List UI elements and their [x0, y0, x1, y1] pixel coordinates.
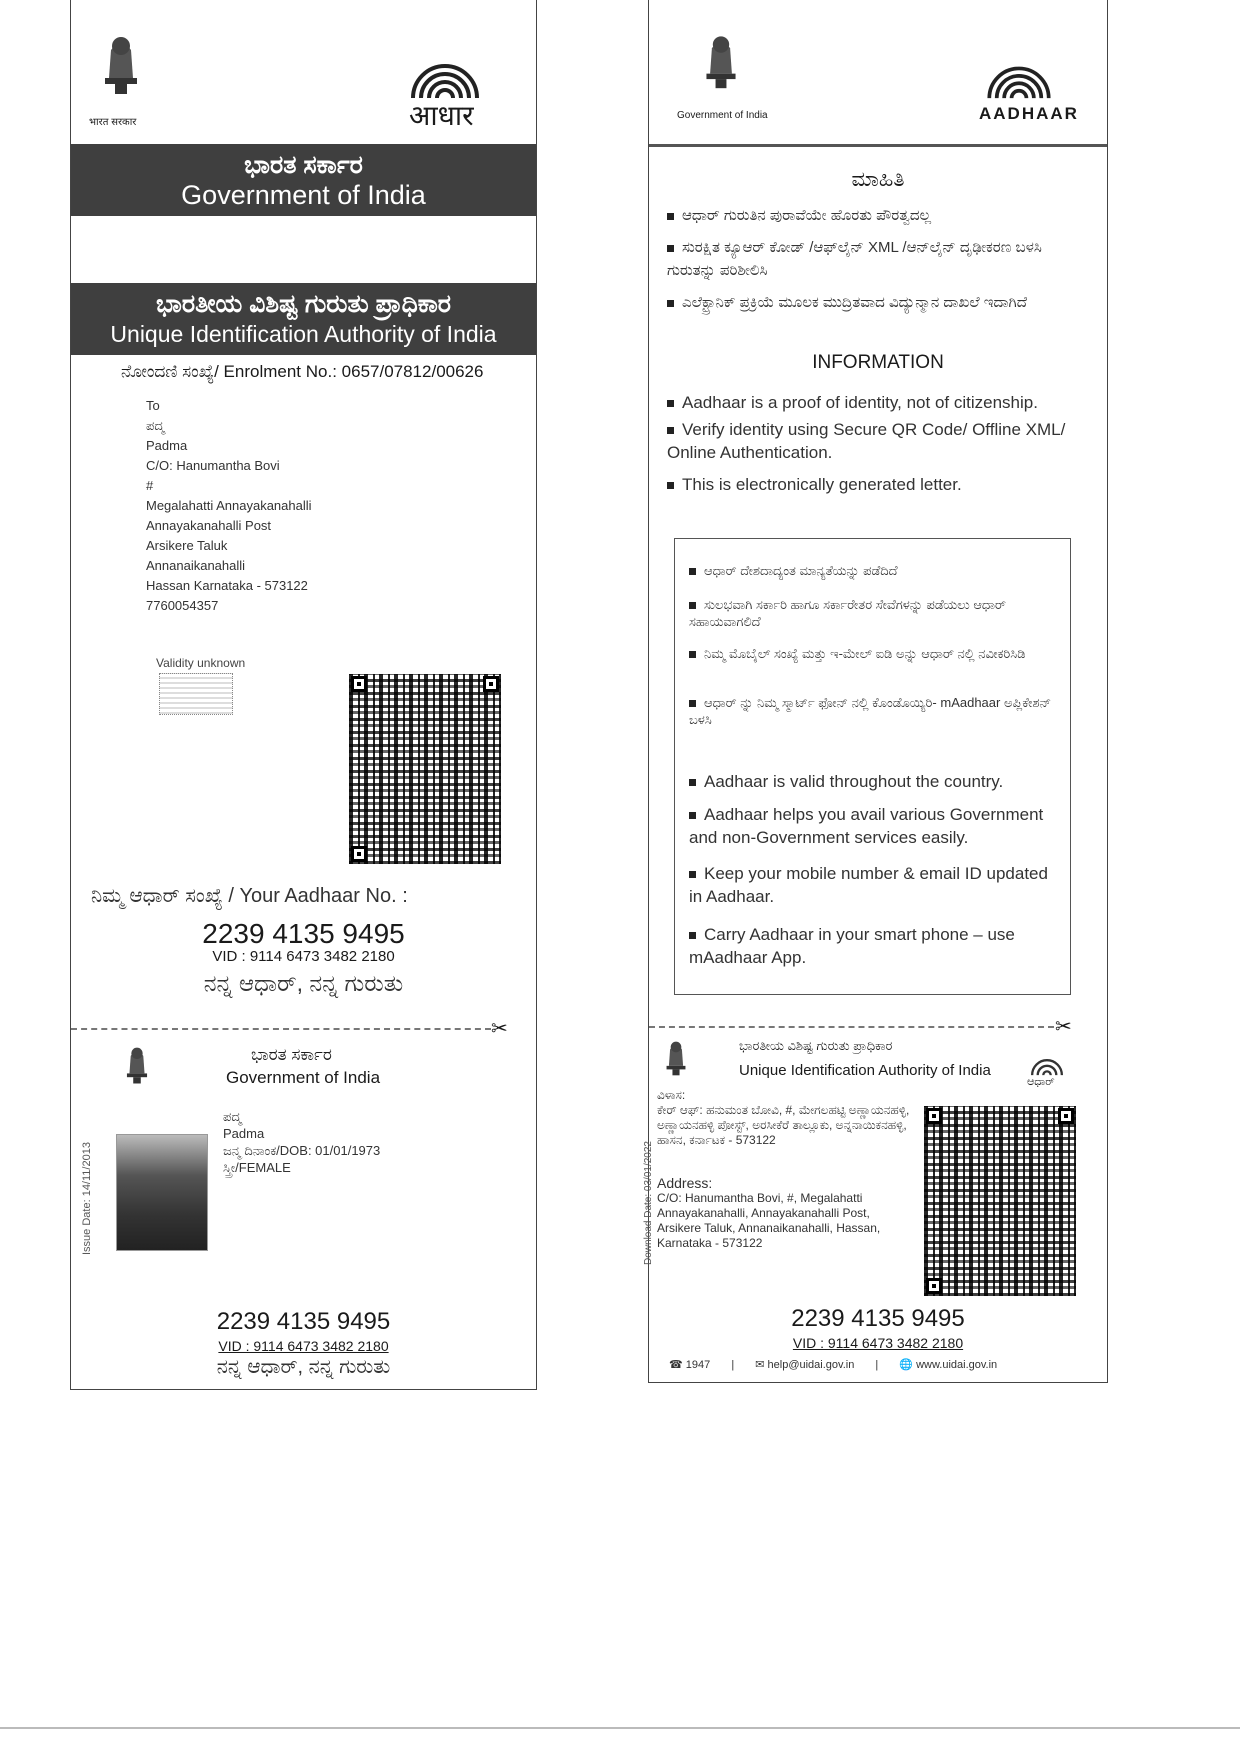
address-line: Annanaikanahalli — [146, 558, 246, 573]
card-details — [223, 1108, 380, 1176]
scissors-icon: ✂ — [491, 1018, 508, 1040]
qr-code — [349, 674, 501, 864]
card-footer: ☎ 1947 | ✉ help@uidai.gov.in | 🌐 www.uidai.gov.in — [669, 1359, 998, 1371]
your-aadhaar-label: ನಿಮ್ಮ ಆಧಾರ್ ಸಂಖ್ಯೆ / Your Aadhaar No. : — [91, 885, 408, 907]
page-bottom-rule — [0, 1727, 1240, 1729]
emblem-caption: Government of India — [677, 110, 768, 121]
footer-phone: 1947 — [685, 1359, 711, 1371]
recipient-address — [146, 396, 312, 616]
national-emblem-icon — [701, 28, 741, 92]
feature-english-item: Aadhaar helps you avail various Government and non-Government services easily. — [689, 805, 1044, 847]
national-emblem-icon — [99, 28, 143, 98]
card-emblem-icon — [663, 1036, 689, 1078]
card-address-kannada — [657, 1088, 912, 1148]
info-english-item: Verify identity using Secure QR Code/ Offline XML/ Online Authentication. — [667, 420, 1066, 462]
info-english-item: Aadhaar is a proof of identity, not of citizenship. — [667, 391, 1087, 414]
vid-number: VID : 9114 6473 3482 2180 — [212, 948, 395, 965]
card-uidai-english: Unique Identification Authority of India — [739, 1062, 991, 1079]
card-vid-number: VID : 9114 6473 3482 2180 — [218, 1338, 389, 1354]
government-band-kannada: ಭಾರತ ಸರ್ಕಾರ — [244, 151, 363, 179]
card-emblem-icon — [123, 1042, 151, 1086]
address-kannada-label: ವಿಳಾಸ: — [657, 1088, 686, 1102]
feature-kannada-item: ನಿಮ್ಮ ಮೊಬೈಲ್ ಸಂಖ್ಯೆ ಮತ್ತು ಇ-ಮೇಲ್ ಐಡಿ ಅನ್ನು ಆಧಾರ್ ನಲ್ಲಿ ನವೀಕರಿಸಿಡಿ — [689, 645, 1054, 662]
web-icon: 🌐 — [899, 1359, 913, 1371]
cut-line — [71, 1028, 491, 1030]
info-kannada-title: ಮಾಹಿತಿ — [851, 168, 905, 191]
info-english-title: INFORMATION — [812, 352, 944, 373]
info-english-item: This is electronically generated letter. — [667, 473, 1087, 496]
footer-web: www.uidai.gov.in — [916, 1359, 998, 1371]
download-date: Download Date: 03/01/2022 — [643, 1141, 654, 1265]
address-line: Hassan Karnataka - 573122 — [146, 578, 308, 593]
digital-signature-stamp — [159, 673, 233, 715]
address-line: ಪದ್ಮ — [146, 418, 165, 433]
address-english-text: C/O: Hanumantha Bovi, #, Megalahatti Annayakanahalli, Annayakanahalli Post, Arsikere Taluk, Annanaikanahalli, Hassan, Karnataka - 573122 — [657, 1191, 881, 1250]
info-kannada-item: ಸುರಕ್ಷಿತ ಕ್ಯೂಆರ್ ಕೋಡ್ /ಆಫ್‌ಲೈನ್ XML /ಆನ್‌ಲೈನ್ ದೃಢೀಕರಣ ಬಳಸಿ ಗುರುತನ್ನು ಪರಿಶೀಲಿಸಿ — [667, 239, 1042, 279]
aadhaar-logo-text: आधार — [409, 99, 474, 132]
card-aadhaar-number: 2239 4135 9495 — [791, 1305, 965, 1332]
card-address-english — [657, 1176, 912, 1251]
right-letter-panel — [643, 0, 1108, 1383]
phone-icon: ☎ — [669, 1359, 683, 1371]
cut-line — [649, 1026, 1054, 1028]
address-line: Annayakanahalli Post — [146, 518, 272, 533]
card-gender: ಸ್ತ್ರೀ/FEMALE — [223, 1160, 291, 1175]
photo — [116, 1134, 208, 1251]
left-letter-panel — [70, 0, 537, 1390]
card-government-english: Government of India — [226, 1068, 381, 1087]
address-line: # — [146, 478, 154, 493]
address-line: Arsikere Taluk — [146, 538, 228, 553]
address-english-label: Address: — [657, 1175, 713, 1191]
card-aadhaar-number: 2239 4135 9495 — [216, 1308, 391, 1335]
feature-kannada-item: ಆಧಾರ್ ನ್ನು ನಿಮ್ಮ ಸ್ಮಾರ್ಟ್ ಫೋನ್ ನಲ್ಲಿ ಕೊಂಡೊಯ್ಯಿರಿ- mAadhaar ಅಪ್ಲಿಕೇಶನ್ ಬಳಸಿ — [689, 695, 1052, 727]
card-vid-number: VID : 9114 6473 3482 2180 — [792, 1335, 964, 1351]
aadhaar-number: 2239 4135 9495 — [202, 918, 405, 949]
info-kannada-item: ಎಲೆಕ್ಟ್ರಾನಿಕ್ ಪ್ರಕ್ರಿಯೆ ಮೂಲಕ ಮುದ್ರಿತವಾದ ವಿದ್ಯುನ್ಮಾನ ದಾಖಲೆ ಇದಾಗಿದೆ — [667, 291, 1087, 314]
issue-date: Issue Date: 14/11/2013 — [81, 1142, 93, 1255]
uidai-band-english: Unique Identification Authority of India — [110, 321, 497, 347]
footer-email: help@uidai.gov.in — [767, 1359, 855, 1371]
address-kannada-text: ಕೇರ್ ಆಫ್: ಹನುಮಂತ ಬೋವಿ, #, ಮೇಗಲಹಟ್ಟಿ ಅಣ್ಣಾಯನಹಳ್ಳಿ, ಅಣ್ಣಾಯನಹಳ್ಳಿ ಪೋಸ್ಟ್, ಅರಸೀಕೆರೆ ತಾಲ್ಲೂಕು, ಅನ್ನನಾಯಿಕನಹಳ್ಳಿ, ಹಾಸನ, ಕರ್ನಾಟಕ - 573122 — [657, 1103, 910, 1147]
card-uidai-kannada: ಭಾರತೀಯ ವಿಶಿಷ್ಟ ಗುರುತು ಪ್ರಾಧಿಕಾರ — [739, 1038, 893, 1053]
card-aadhaar-logo-icon — [1027, 1050, 1067, 1076]
feature-kannada-item: ಆಧಾರ್ ದೇಶದಾದ್ಯಂತ ಮಾನ್ಯತೆಯನ್ನು ಪಡೆದಿದೆ — [689, 562, 1054, 579]
validity-status: Validity unknown — [156, 656, 246, 670]
card-government-kannada: ಭಾರತ ಸರ್ಕಾರ — [251, 1045, 332, 1064]
address-line: To — [146, 398, 160, 413]
card-aadhaar-logo-text: ಆಧಾರ್ — [1027, 1076, 1055, 1088]
address-line: C/O: Hanumantha Bovi — [146, 458, 280, 473]
feature-english-item: Aadhaar is valid throughout the country. — [689, 770, 1054, 793]
feature-english-item: Carry Aadhaar in your smart phone – use mAadhaar App. — [689, 925, 1015, 967]
tagline: ನನ್ನ ಆಧಾರ್, ನನ್ನ ಗುರುತು — [203, 970, 404, 996]
uidai-band-kannada: ಭಾರತೀಯ ವಿಶಿಷ್ಟ ಗುರುತು ಪ್ರಾಧಿಕಾರ — [155, 290, 452, 318]
header-rule — [649, 144, 1107, 147]
info-kannada-item: ಆಧಾರ್ ಗುರುತಿನ ಪುರಾವೆಯೇ ಹೊರತು ಪೌರತ್ವದಲ್ಲ — [667, 204, 1087, 227]
uidai-band — [71, 283, 536, 355]
government-band — [71, 144, 536, 216]
address-line: 7760054357 — [146, 598, 219, 613]
card-name-kannada: ಪದ್ಮ — [223, 1109, 242, 1124]
address-line: Megalahatti Annayakanahalli — [146, 498, 312, 513]
card-dob: ಜನ್ಮ ದಿನಾಂಕ/DOB: 01/01/1973 — [223, 1143, 381, 1158]
emblem-caption: भारत सरकार — [89, 117, 137, 128]
aadhaar-fingerprint-logo-icon — [405, 44, 485, 100]
email-icon: ✉ — [755, 1359, 765, 1371]
card-name-english: Padma — [223, 1126, 265, 1141]
feature-kannada-item: ಸುಲಭವಾಗಿ ಸರ್ಕಾರಿ ಹಾಗೂ ಸರ್ಕಾರೇತರ ಸೇವೆಗಳನ್ನು ಪಡೆಯಲು ಆಧಾರ್ ಸಹಾಯವಾಗಲಿದೆ — [689, 597, 1007, 629]
government-band-english: Government of India — [181, 180, 426, 210]
aadhaar-fingerprint-logo-icon — [979, 48, 1059, 100]
enrolment-number: ನೋಂದಣಿ ಸಂಖ್ಯೆ/ Enrolment No.: 0657/07812/00626 — [121, 362, 484, 381]
address-line: Padma — [146, 438, 188, 453]
feature-english-item: Keep your mobile number & email ID updated in Aadhaar. — [689, 864, 1048, 906]
card-tagline: ನನ್ನ ಆಧಾರ್, ನನ್ನ ಗುರುತು — [216, 1356, 391, 1378]
card-qr-code — [924, 1106, 1076, 1296]
aadhaar-logo-text: AADHAAR — [979, 104, 1079, 123]
scissors-icon: ✂ — [1055, 1016, 1072, 1038]
